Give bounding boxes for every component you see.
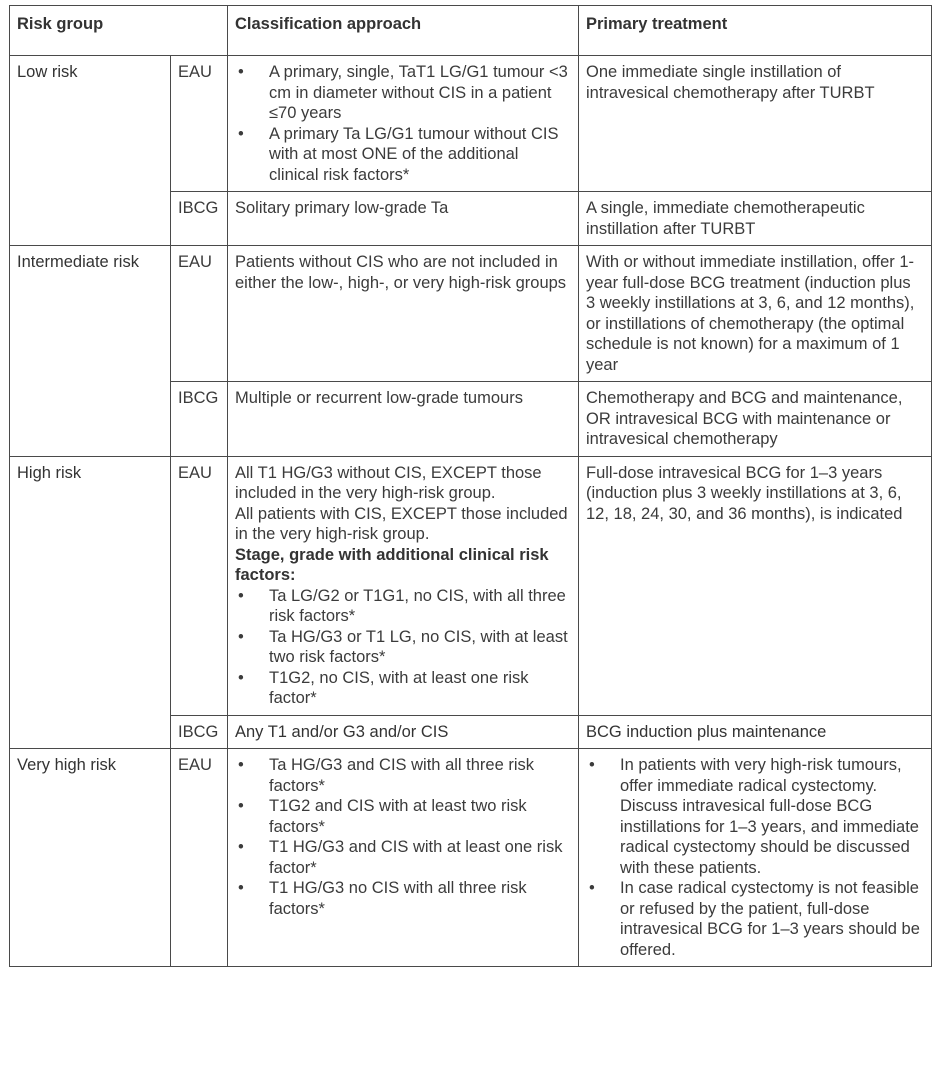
org-label: EAU (171, 749, 228, 967)
header-classification: Classification approach (228, 6, 579, 56)
list-item: • A primary, single, TaT1 LG/G1 tumour <3 cm in diameter without CIS in a patient ≤70 years (235, 62, 571, 124)
list-item: • Ta LG/G2 or T1G1, no CIS, with all three risk factors* (235, 586, 571, 627)
org-label: IBCG (171, 382, 228, 457)
classification-cell: Patients without CIS who are not included in either the low-, high-, or very high-risk groups (228, 246, 579, 382)
bullet-list (235, 586, 571, 709)
treatment-cell: A single, immediate chemotherapeutic instillation after TURBT (579, 192, 932, 246)
list-item: • A primary Ta LG/G1 tumour without CIS with at most ONE of the additional clinical risk factors* (235, 124, 571, 186)
classification-cell: Multiple or recurrent low-grade tumours (228, 382, 579, 457)
classification-cell: Any T1 and/or G3 and/or CIS (228, 715, 579, 749)
table-row (10, 246, 932, 382)
table-row (10, 749, 932, 967)
org-label: IBCG (171, 715, 228, 749)
list-item: • In case radical cystectomy is not feasible or refused by the patient, full-dose intravesical BCG for 1–3 years should be offered. (586, 878, 924, 960)
risk-group-intermediate: Intermediate risk (10, 246, 171, 457)
header-risk-group: Risk group (10, 6, 228, 56)
classification-cell: Solitary primary low-grade Ta (228, 192, 579, 246)
treatment-cell (579, 749, 932, 967)
bullet-list (586, 755, 924, 960)
subheading: Stage, grade with additional clinical risk factors: (235, 545, 549, 584)
list-item: • T1 HG/G3 and CIS with at least one risk factor* (235, 837, 571, 878)
risk-classification-table (9, 5, 932, 967)
risk-group-high: High risk (10, 456, 171, 749)
paragraph: All patients with CIS, EXCEPT those included in the very high-risk group. (235, 504, 568, 543)
risk-group-low: Low risk (10, 56, 171, 246)
org-label: EAU (171, 456, 228, 715)
classification-cell (228, 749, 579, 967)
paragraph: All T1 HG/G3 without CIS, EXCEPT those included in the very high-risk group. (235, 463, 542, 502)
table-row (10, 456, 932, 715)
list-item: • T1G2, no CIS, with at least one risk factor* (235, 668, 571, 709)
list-item: • In patients with very high-risk tumours, offer immediate radical cystectomy. Discuss intravesical full-dose BCG instillations for 1–3 years, and immediate radical cystectomy should be discussed with these patients. (586, 755, 924, 878)
bullet-list (235, 755, 571, 919)
table-header-row (10, 6, 932, 56)
list-item: • T1 HG/G3 no CIS with all three risk factors* (235, 878, 571, 919)
risk-group-very-high: Very high risk (10, 749, 171, 967)
treatment-cell: Full-dose intravesical BCG for 1–3 years (induction plus 3 weekly instillations at 3, 6, 12, 18, 24, 30, and 36 months), is indicated (579, 456, 932, 715)
treatment-cell: BCG induction plus maintenance (579, 715, 932, 749)
classification-cell (228, 456, 579, 715)
table-row (10, 56, 932, 192)
classification-cell (228, 56, 579, 192)
header-treatment: Primary treatment (579, 6, 932, 56)
list-item: • Ta HG/G3 or T1 LG, no CIS, with at least two risk factors* (235, 627, 571, 668)
org-label: EAU (171, 246, 228, 382)
org-label: IBCG (171, 192, 228, 246)
list-item: • T1G2 and CIS with at least two risk factors* (235, 796, 571, 837)
treatment-cell: With or without immediate instillation, offer 1-year full-dose BCG treatment (induction plus 3 weekly instillations at 3, 6, and 12 months), or instillations of chemotherapy (the optimal schedule is not known) for a maximum of 1 year (579, 246, 932, 382)
org-label: EAU (171, 56, 228, 192)
list-item: • Ta HG/G3 and CIS with all three risk factors* (235, 755, 571, 796)
treatment-cell: One immediate single instillation of intravesical chemotherapy after TURBT (579, 56, 932, 192)
treatment-cell: Chemotherapy and BCG and maintenance, OR intravesical BCG with maintenance or intravesical chemotherapy (579, 382, 932, 457)
bullet-list (235, 62, 571, 185)
